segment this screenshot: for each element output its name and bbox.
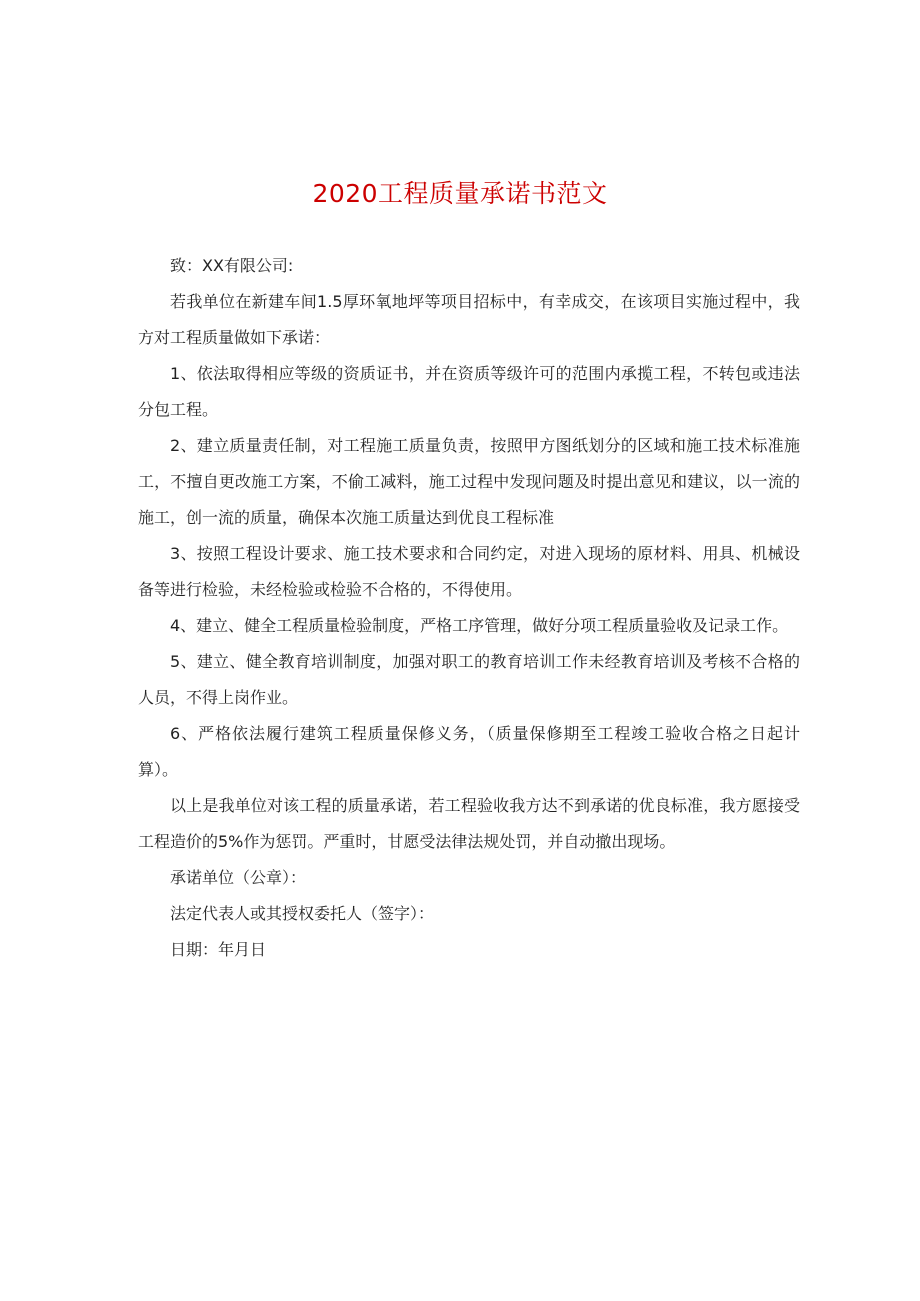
- document-title: 2020工程质量承诺书范文: [312, 179, 608, 208]
- commitment-item-2: 2、建立质量责任制，对工程施工质量负责，按照甲方图纸划分的区域和施工技术标准施工，不擅自更改施工方案，不偷工减料，施工过程中发现问题及时提出意见和建议，以一流的施工，创一流的质量，确保本次施工质量达到优良工程标准: [138, 436, 800, 527]
- recipient-line: 致：XX有限公司:: [170, 256, 294, 275]
- signature-date: 日期：年月日: [170, 940, 267, 959]
- commitment-item-4: 4、建立、健全工程质量检验制度，严格工序管理，做好分项工程质量验收及记录工作。: [170, 616, 789, 635]
- document-body: [138, 248, 800, 968]
- signature-unit: 承诺单位（公章）：: [170, 868, 307, 887]
- commitment-item-6: 6、严格依法履行建筑工程质量保修义务，（质量保修期至工程竣工验收合格之日起计算）。: [138, 724, 800, 779]
- commitment-item-3: 3、按照工程设计要求、施工技术要求和合同约定，对进入现场的原材料、用具、机械设备等进行检验，未经检验或检验不合格的，不得使用。: [138, 544, 800, 599]
- closing-paragraph: 以上是我单位对该工程的质量承诺，若工程验收我方达不到承诺的优良标准，我方愿接受工程造价的5%作为惩罚。严重时，甘愿受法律法规处罚，并自动撤出现场。: [138, 796, 800, 851]
- signature-representative: 法定代表人或其授权委托人（签字）：: [170, 904, 435, 923]
- intro-paragraph: 若我单位在新建车间1.5厚环氧地坪等项目招标中，有幸成交，在该项目实施过程中，我方对工程质量做如下承诺：: [138, 292, 800, 347]
- commitment-item-1: 1、依法取得相应等级的资质证书，并在资质等级许可的范围内承揽工程，不转包或违法分包工程。: [138, 364, 800, 419]
- commitment-item-5: 5、建立、健全教育培训制度，加强对职工的教育培训工作未经教育培训及考核不合格的人员，不得上岗作业。: [138, 652, 800, 707]
